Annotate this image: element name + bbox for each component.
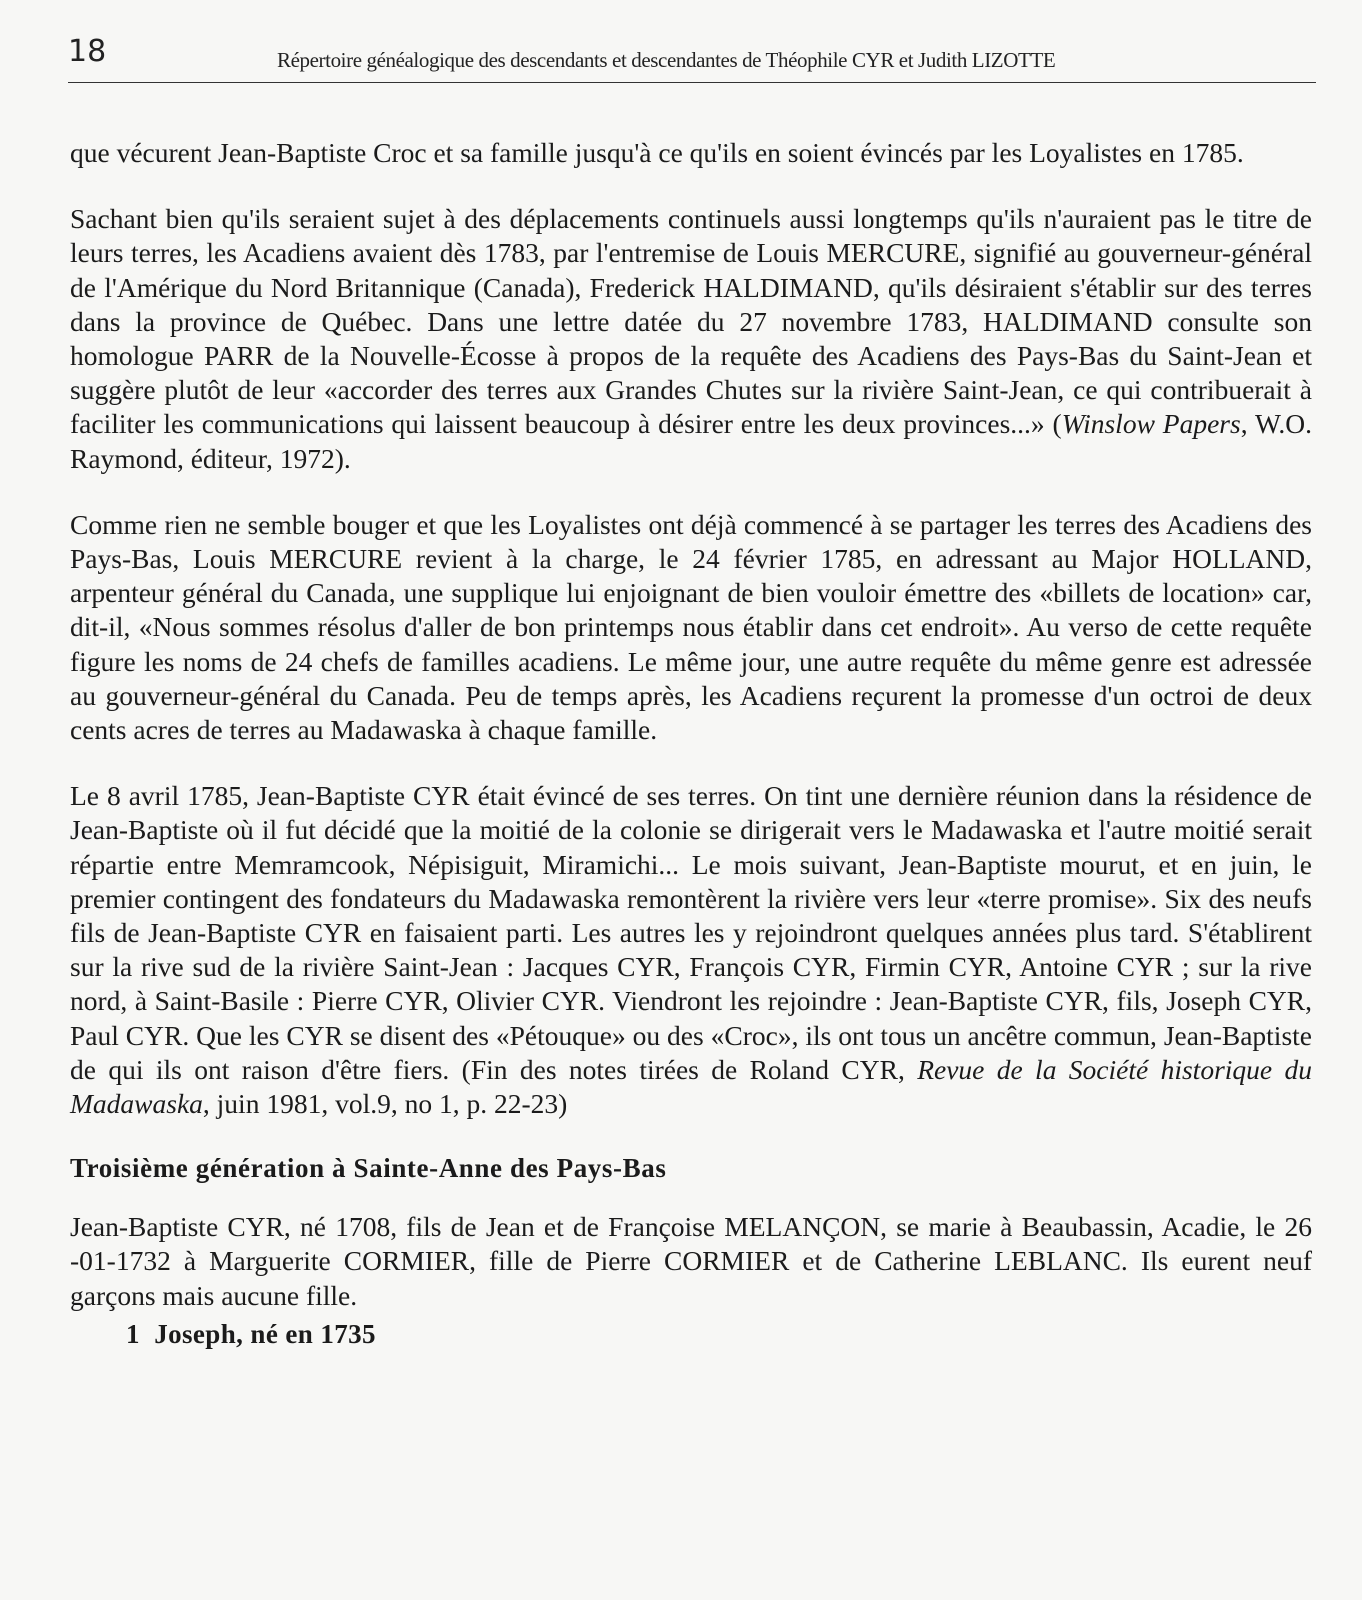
body-text <box>70 136 1312 1350</box>
paragraph-2-italic-title: Winslow Papers <box>1061 408 1241 440</box>
paragraph-4-text: Le 8 avril 1785, Jean-Baptiste CYR était évincé de ses terres. On tint une dernière réunion dans la résidence de Jean-Baptiste où il fut décidé que la moitié de la colonie se dirigerait vers le Madawaska et l'autre moitié serait répartie entre Memramcook, Népisiguit, Miramichi... Le mois suivant, Jean-Baptiste mourut, et en juin, le premier contingent des fondateurs du Madawaska remontèrent la rivière vers leur «terre promise». Six des neufs fils de Jean-Baptiste CYR en faisaient parti. Les autres les y rejoindront quelques années plus tard. S'établirent sur la rive sud de la rivière Saint-Jean : Jacques CYR, François CYR, Firmin CYR, Antoine CYR ; sur la rive nord, à Saint-Basile : Pierre CYR, Olivier CYR. Viendront les rejoindre : Jean-Baptiste CYR, fils, Joseph CYR, Paul CYR. Que les CYR se disent des «Pétouque» ou des «Croc», ils ont tous un ancêtre commun, Jean-Baptiste de qui ils ont raison d'être fiers. (Fin des notes tirées de Roland CYR, <box>70 780 1312 1085</box>
paragraph-2-citation: , W.O. Raymond, éditeur, 1972). <box>70 408 1312 474</box>
section-heading: Troisième génération à Sainte-Anne des Pays-Bas <box>70 1153 667 1184</box>
page-number: 18 <box>68 34 107 69</box>
list-item: 1 Joseph, né en 1735 <box>126 1318 376 1349</box>
paragraph-3-text: Comme rien ne semble bouger et que les Loyalistes ont déjà commencé à se partager les terres des Acadiens des Pays-Bas, Louis MERCURE revient à la charge, le 24 février 1785, en adressant au Major HOLLAND, arpenteur général du Canada, une supplique lui enjoignant de bien vouloir émettre des «billets de location» car, dit-il, «Nous sommes résolus d'aller de bon printemps nous établir dans cet endroit». Au verso de cette requête figure les noms de 24 chefs de familles acadiens. Le même jour, une autre requête du même genre est adressée au gouverneur-général du Canada. Peu de temps après, les Acadiens reçurent la promesse d'un octroi de deux cents acres de terres au Madawaska à chaque famille. <box>70 508 1312 746</box>
paragraph-3 <box>70 508 1312 747</box>
section-paragraph <box>70 1210 1312 1313</box>
paragraph-4-citation: , juin 1981, vol.9, no 1, p. 22-23) <box>202 1088 568 1120</box>
paragraph-2-text: Sachant bien qu'ils seraient sujet à des déplacements continuels aussi longtemps qu'ils n'auraient pas le titre de leurs terres, les Acadiens avaient dès 1783, par l'entremise de Louis MERCURE, signifié au gouverneur-général de l'Amérique du Nord Britannique (Canada), Frederick HALDIMAND, qu'ils désiraient s'établir sur des terres dans la province de Québec. Dans une lettre datée du 27 novembre 1783, HALDIMAND consulte son homologue PARR de la Nouvelle-Écosse à propos de la requête des Acadiens des Pays-Bas du Saint-Jean et suggère plutôt de leur «accorder des terres aux Grandes Chutes sur la rivière Saint-Jean, ce qui contribuerait à faciliter les communications qui laissent beaucoup à désirer entre les deux provinces...» ( <box>70 203 1312 440</box>
paragraph-2 <box>70 202 1312 476</box>
running-title: Répertoire généalogique des descendants et descendantes de Théophile CYR et Judith LIZOTTE <box>277 48 1056 72</box>
paragraph-4 <box>70 779 1312 1121</box>
page-header <box>68 30 1316 83</box>
paragraph-1 <box>70 136 1312 170</box>
paragraph-1-text: que vécurent Jean-Baptiste Croc et sa famille jusqu'à ce qu'ils en soient évincés par les Loyalistes en 1785. <box>70 137 1244 168</box>
section-paragraph-text: Jean-Baptiste CYR, né 1708, fils de Jean et de Françoise MELANÇON, se marie à Beaubassin, Acadie, le 26 -01-1732 à Marguerite CORMIER, fille de Pierre CORMIER et de Catherine LEBLANC. Ils eurent neuf garçons mais aucune fille. <box>70 1211 1312 1311</box>
paragraph-4-italic-title: Revue de la Société historique du Madawaska <box>70 1053 1312 1120</box>
